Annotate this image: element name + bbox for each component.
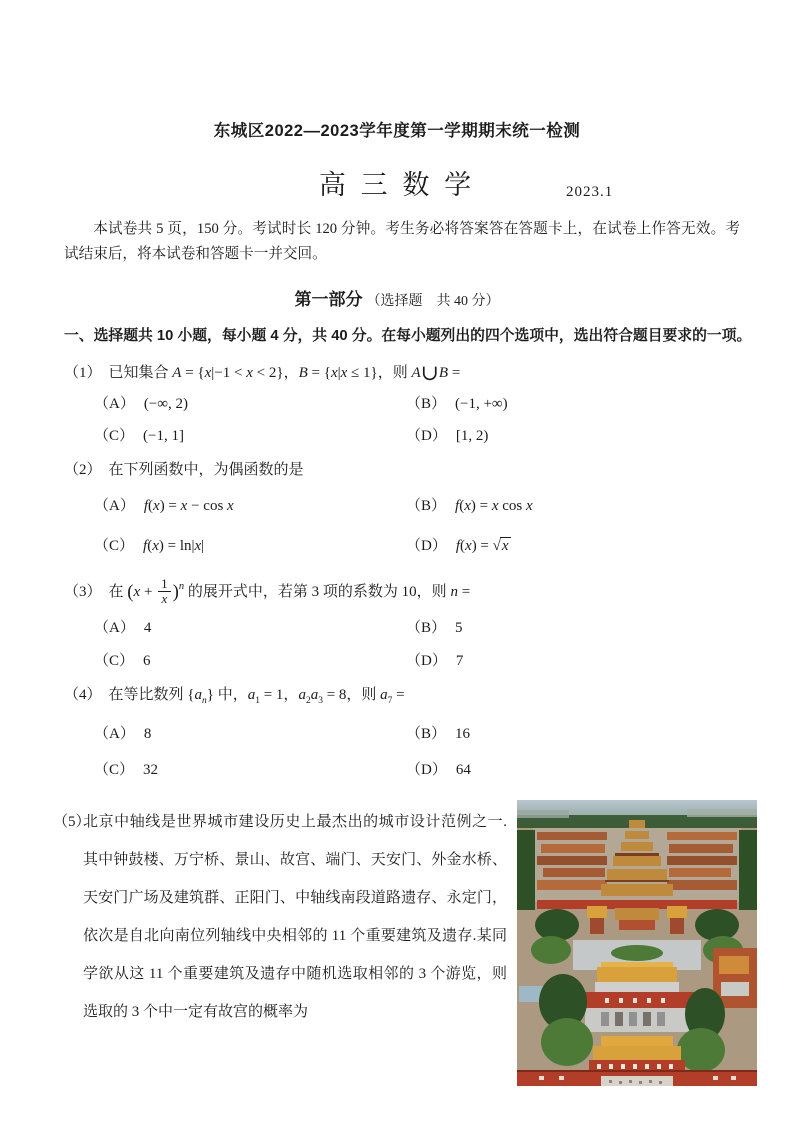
option-label: （C）: [94, 761, 135, 778]
option-value: f(x) = x cos x: [455, 497, 533, 514]
document-header: 东城区2022—2023学年度第一学期期末统一检测: [213, 122, 581, 140]
question-number: （2）: [64, 462, 102, 478]
option-label: （A）: [94, 395, 135, 412]
question-stem-text: 在 (x + $\frac{1}{x}$ )$^n$ 的展开式中，若第 3 项的系数为 10，则 n =: [108, 575, 471, 606]
option-value: [1, 2): [455, 427, 489, 444]
question-4-option-C: [94, 758, 406, 779]
option-label: （C）: [94, 653, 135, 669]
question-number: （3）: [64, 584, 102, 600]
question-stem-text: 在等比数列 $\{a_n\}$ 中，$a_1 = 1$，$a_2a_3 = 8$，则 $a_7$ =: [108, 687, 405, 706]
question-1-option-D: [406, 424, 488, 445]
option-value: (−∞, 2): [143, 395, 188, 412]
question-5-stem: 北京中轴线是世界城市建设历史上最杰出的城市设计范例之一. 其中钟鼓楼、万宁桥、景山、故宫、端门、天安门、外金水桥、天安门广场及建筑群、正阳门、中轴线南段道路遗存、永定门，依次是自北向南位列轴线中央相邻的 11 个重要建筑及遗存.某同学欲从这 11 个重要建筑及遗存中随机选取相邻的 3 个游览，则选取的 3 个中一定有故宫的概率为: [83, 814, 507, 1020]
option-value: f(x) = ln|x|: [143, 537, 205, 554]
option-label: （D）: [406, 653, 447, 669]
option-value: 64: [455, 761, 471, 778]
option-value: f(x) = x − cos x: [143, 497, 234, 514]
question-3-option-B: [406, 616, 463, 637]
option-row: [64, 714, 740, 750]
exam-title: 高 三 数 学: [318, 170, 476, 200]
question-4-option-A: [94, 722, 406, 743]
question-4-option-B: [406, 722, 470, 743]
question-2-option-A: [94, 494, 406, 515]
question-4-stem: [64, 682, 740, 714]
question-4-option-D: [406, 758, 471, 779]
option-value: 7: [455, 653, 464, 669]
option-label: （C）: [94, 427, 135, 444]
question-3-stem: [64, 564, 740, 610]
exam-instructions: 本试卷共 5 页，150 分。考试时长 120 分钟。考生务必将答案答在答题卡上，在试卷上作答无效。考试结束后，将本试卷和答题卡一并交回。: [64, 221, 740, 262]
forbidden-city-aerial-photo: [517, 800, 757, 1086]
option-row: [64, 418, 740, 450]
option-label: （A）: [94, 497, 135, 514]
question-4: [64, 682, 740, 786]
option-row: [64, 750, 740, 786]
option-label: （B）: [406, 620, 447, 636]
option-value: 32: [143, 761, 159, 778]
option-row: [64, 524, 740, 564]
section-title: 第一部分: [294, 290, 363, 309]
question-1-stem: [64, 360, 740, 386]
option-label: （B）: [406, 395, 447, 412]
section-header: [0, 285, 794, 310]
question-1-option-A: [94, 392, 406, 413]
question-stem-text: 在下列函数中，为偶函数的是: [108, 462, 304, 478]
option-label: （A）: [94, 620, 135, 636]
question-2-option-C: [94, 534, 406, 555]
question-number: （1）: [64, 365, 102, 381]
question-number: （5）: [53, 814, 91, 830]
question-number: （4）: [64, 687, 102, 703]
question-1-option-C: [94, 424, 406, 445]
option-value: (−1, +∞): [455, 395, 508, 412]
option-row: [64, 386, 740, 418]
question-1: [64, 360, 740, 450]
exam-date: 2023.1: [566, 184, 614, 200]
question-3-option-C: [94, 649, 406, 670]
question-3: [64, 564, 740, 676]
option-value: 5: [455, 620, 463, 636]
option-row: [64, 610, 740, 643]
question-2: [64, 456, 740, 564]
question-2-stem: [64, 456, 740, 484]
option-label: （D）: [406, 427, 447, 444]
option-label: （C）: [94, 537, 135, 554]
question-3-option-A: [94, 616, 406, 637]
question-stem-text: 已知集合 A = {x|−1 < x < 2}，B = {x|x ≤ 1}，则 A∪B =: [108, 361, 461, 386]
option-row: [64, 643, 740, 676]
section-subtitle: （选择题 共 40 分）: [366, 294, 500, 309]
option-value: 6: [143, 653, 151, 669]
option-row: [64, 484, 740, 524]
question-2-option-D: [406, 534, 511, 555]
option-label: （D）: [406, 537, 447, 554]
option-value: 16: [455, 725, 471, 742]
option-label: （B）: [406, 725, 447, 742]
multiple-choice-directions: 一、选择题共 10 小题，每小题 4 分，共 40 分。在每小题列出的四个选项中，选出符合题目要求的一项。: [64, 328, 752, 344]
option-label: （B）: [406, 497, 447, 514]
option-value: 8: [143, 725, 152, 742]
question-3-option-D: [406, 649, 463, 670]
question-1-option-B: [406, 392, 508, 413]
option-label: （A）: [94, 725, 135, 742]
option-value: 4: [143, 620, 152, 636]
option-value: (−1, 1]: [143, 427, 184, 444]
option-value: f(x) = √x: [455, 537, 509, 554]
question-2-option-B: [406, 494, 533, 515]
option-label: （D）: [406, 761, 447, 778]
question-5: [53, 798, 777, 1086]
